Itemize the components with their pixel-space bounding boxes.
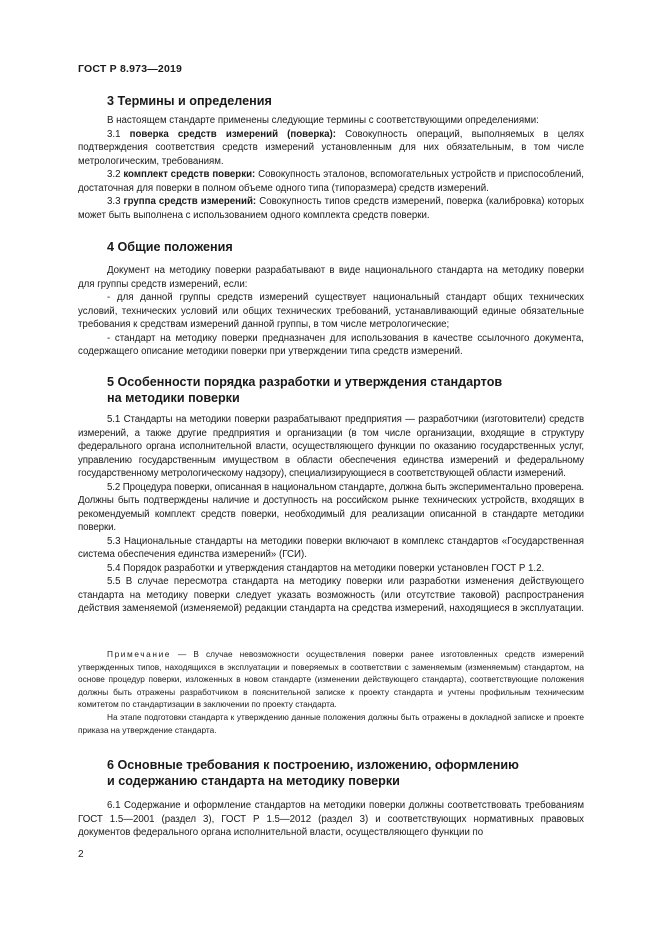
section-3-title: 3 Термины и определения xyxy=(107,94,272,108)
section-5-body xyxy=(78,413,584,616)
section-5-title-line1: 5 Особенности порядка разработки и утверждения стандартов xyxy=(107,375,503,389)
section-6-title-line2: и содержанию стандарта на методику поверки xyxy=(107,774,400,788)
term-definition: Совокупность операций, выполняемых в целях подтверждения соответствия средств измерений установленным для них обязательным, в том числе метрологическим, требованиям. xyxy=(78,128,584,167)
section-4-title: 4 Общие положения xyxy=(107,240,233,254)
term-3-3 xyxy=(78,195,584,222)
section-4-body xyxy=(78,264,584,359)
paragraph-5-4: 5.4 Порядок разработки и утверждения стандартов на методики поверки установлен ГОСТ Р 1.2. xyxy=(107,562,545,574)
term-definition: Совокупность типов средств измерений, поверка (калибровка) которых может быть выполнена с использованием одного комплекта средств поверки. xyxy=(78,196,584,221)
paragraph-5-1: 5.1 Стандарты на методики поверки разрабатывают предприятия — разработчики (изготовители) средств измерений, а также другие предприятия и организации (в том числе организации, входящие в структуру федерального органа исполнительной власти, осуществляющего функции по оказанию государственных услуг, управлению государственным имуществом в области обеспечения единства измерений и федеральному государственному метрологическому надзору), специализирующиеся в соответствующей области измерений. xyxy=(78,414,584,479)
section-6-title xyxy=(107,757,587,789)
page-number: 2 xyxy=(78,849,84,860)
paragraph: Документ на методику поверки разрабатывают в виде национального стандарта на методику поверки для группы средств измерений, если: xyxy=(78,265,584,290)
term-name: группа средств измерений: xyxy=(123,196,257,207)
paragraph-5-3: 5.3 Национальные стандарты на методики поверки включают в комплекс стандартов «Государственная система обеспечения единства измерений» (ГСИ). xyxy=(78,535,584,560)
paragraph-5-2: 5.2 Процедура поверки, описанная в национальном стандарте, должна быть экспериментально проверена. Должны быть подтверждены наличие и доступность на российском рынке технических устройств, входящих в рекомендуемый комплект средств поверки, необходимый для реализации описанной в стандарте методики поверки. xyxy=(78,481,584,533)
paragraph: - стандарт на методику поверки предназначен для использования в качестве ссылочного документа, содержащего описание методики поверки при утверждении типа средств измерений. xyxy=(78,332,584,357)
term-number: 3.3 xyxy=(107,196,121,207)
section-3-intro: В настоящем стандарте применены следующие термины с соответствующими определениями: xyxy=(107,115,539,126)
paragraph-5-5: 5.5 В случае пересмотра стандарта на методику поверки или разработки изменения действующего стандарта на методику поверки следует указать возможность (или отсутствие таковой) распространения действия заменяемой (изменяемой) редакции стандарта на средства измерений, находящиеся в эксплуатации. xyxy=(78,576,584,614)
term-3-1 xyxy=(78,128,584,169)
paragraph: - для данной группы средств измерений существует национальный стандарт общих технических условий, технических условий или общих технических требований, устанавливающий единые обязательные требования к средствам измерений данной группы, в том числе метрологические; xyxy=(78,292,584,330)
paragraph-6-1: 6.1 Содержание и оформление стандартов на методики поверки должны соответствовать требованиям ГОСТ 1.5—2001 (раздел 3), ГОСТ Р 1.5—2012 (раздел 3) и соответствующих нормативных правовых документов федерального органа исполнительной власти, осуществляющего функции по xyxy=(78,800,584,838)
term-number: 3.2 xyxy=(107,169,121,180)
term-definition: Совокупность эталонов, вспомогательных устройств и приспособлений, достаточная для поверки в полном объеме одного типа (типоразмера) средств измерений. xyxy=(78,169,584,194)
section-3-body xyxy=(78,114,584,222)
section-6-title-line1: 6 Основные требования к построению, изложению, оформлению xyxy=(107,758,519,772)
section-5-title xyxy=(107,374,587,406)
document-header: ГОСТ Р 8.973—2019 xyxy=(78,63,183,75)
term-name: комплект средств поверки: xyxy=(123,169,256,180)
section-6-body xyxy=(78,799,584,840)
note-paragraph-2: На этапе подготовки стандарта к утверждению данные положения должны быть отражены в докладной записке и проекте приказа на утверждение стандарта. xyxy=(78,711,584,735)
note-label: Примечание xyxy=(107,649,172,659)
note-text: — В случае невозможности осуществления поверки ранее изготовленных средств измерений утвержденных типов, находящихся в эксплуатации и поверяемых в соответствии с заменяемым (изменяемым) стандартом, на основе процедур поверки, изложенных в новом стандарте (изменении действующего стандарта), соответствующие положения должны быть отражены разработчиком в пояснительной записке к проекту стандарта и учтены профильным техническим комитетом по стандартизации в заключении по проекту стандарта. xyxy=(78,649,584,710)
term-3-2 xyxy=(78,168,584,195)
term-number: 3.1 xyxy=(107,128,121,140)
note-paragraph xyxy=(78,648,584,711)
section-5-note xyxy=(78,648,584,736)
term-name: поверка средств измерений (поверка): xyxy=(129,128,336,140)
section-5-title-line2: на методики поверки xyxy=(107,391,240,405)
